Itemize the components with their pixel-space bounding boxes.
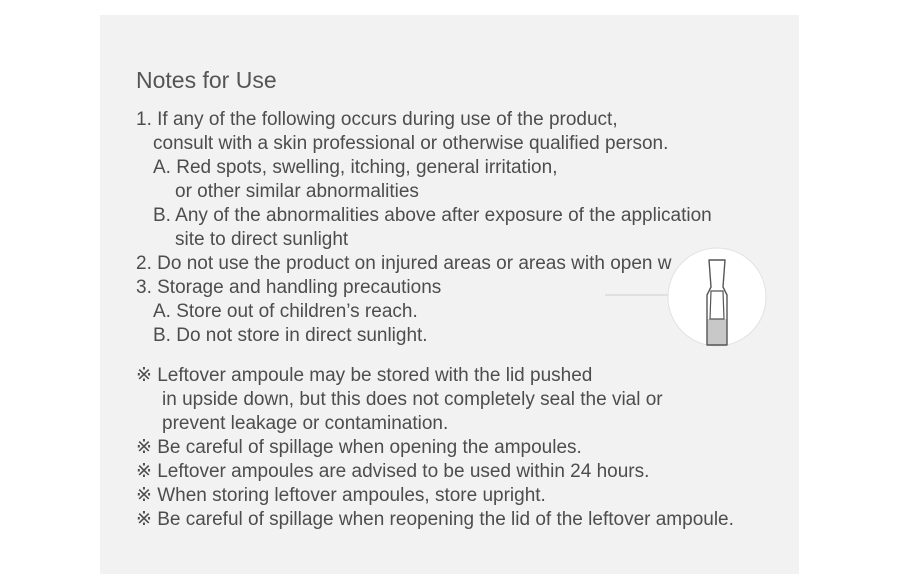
notes-panel [100, 15, 799, 574]
instruction-line: B. Any of the abnormalities above after exposure of the application [153, 205, 712, 226]
instruction-line: consult with a skin professional or otherwise qualified person. [153, 133, 669, 154]
instruction-line: 3. Storage and handling precautions [136, 277, 442, 298]
instruction-line: A. Red spots, swelling, itching, general irritation, [153, 157, 558, 178]
instruction-line: B. Do not store in direct sunlight. [153, 325, 428, 346]
instruction-line: 1. If any of the following occurs during use of the product, [136, 109, 618, 130]
note-line: ※ Be careful of spillage when reopening the lid of the leftover ampoule. [136, 509, 734, 530]
note-line: prevent leakage or contamination. [162, 413, 449, 434]
note-line: ※ Leftover ampoules are advised to be used within 24 hours. [136, 461, 650, 482]
instruction-line: 2. Do not use the product on injured areas or areas with open w [136, 253, 672, 274]
note-line: in upside down, but this does not completely seal the vial or [162, 389, 663, 410]
instruction-line: A. Store out of children’s reach. [153, 301, 418, 322]
note-line: ※ When storing leftover ampoules, store upright. [136, 485, 546, 506]
page-title: Notes for Use [136, 67, 277, 93]
note-line: ※ Be careful of spillage when opening the ampoules. [136, 437, 582, 458]
instruction-line: site to direct sunlight [175, 229, 349, 250]
instruction-line: or other similar abnormalities [175, 181, 419, 202]
ampoule-illustration [605, 247, 775, 347]
note-line: ※ Leftover ampoule may be stored with the lid pushed [136, 365, 593, 386]
